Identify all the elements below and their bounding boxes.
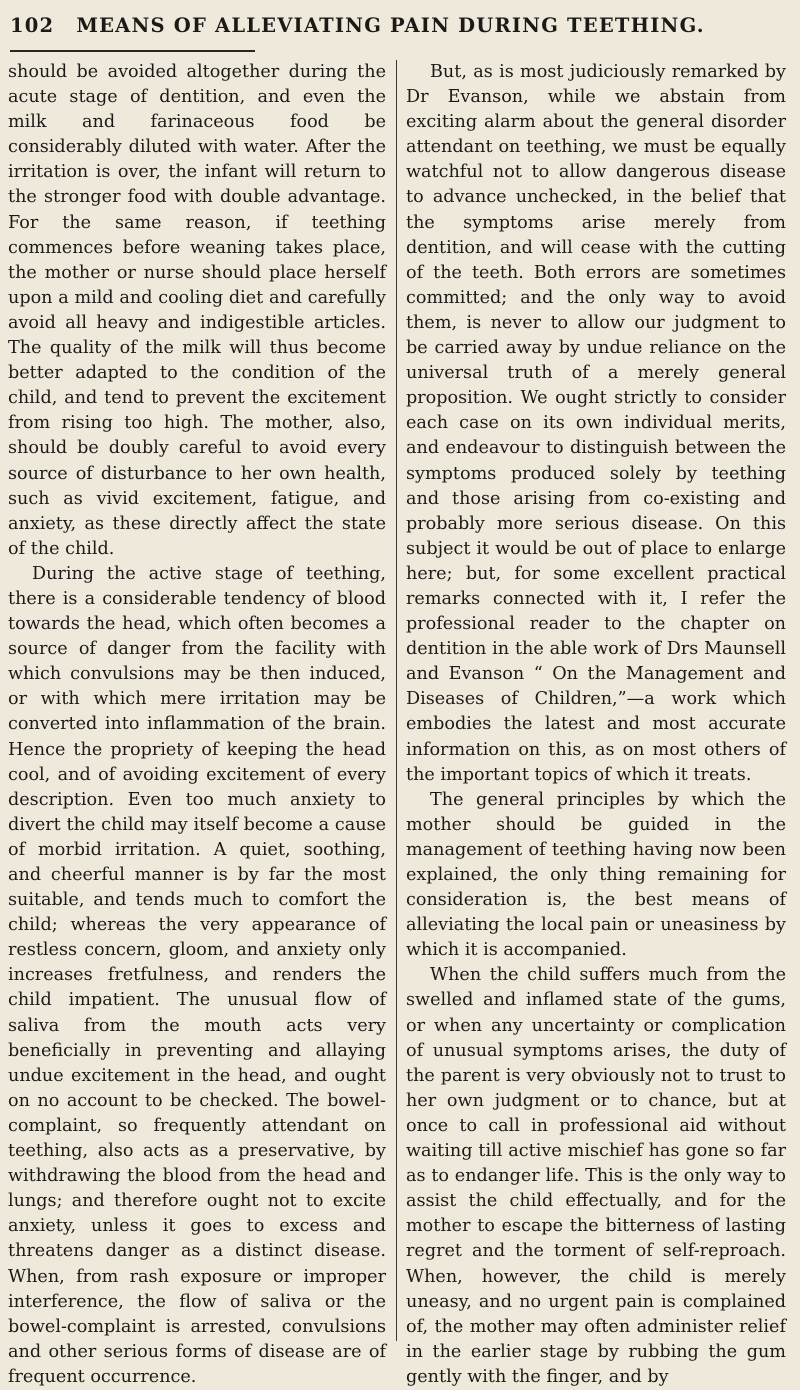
page-number: 102 <box>10 14 55 37</box>
left-column <box>8 60 386 1387</box>
paragraph: But, as is most judiciously remarked by Dr Evanson, while we abstain from exciting alarm about the general disorder attendant on teething, we must be equally watchful not to allow dangerous disease to advance unchecked, in the belief that the symptoms arise merely from dentition, and will cease with the cutting of the teeth. Both errors are sometimes committed; and the only way to avoid them, is never to allow our judgment to be carried away by undue reliance on the universal truth of a merely general proposition. We ought strictly to consider each case on its own individual merits, and endeavour to distinguish between the symptoms produced solely by teething and those arising from co-existing and probably more serious disease. On this subject it would be out of place to enlarge here; but, for some excellent practical remarks connected with it, I refer the professional reader to the chapter on dentition in the able work of Drs Maunsell and Evanson “ On the Management and Diseases of Children,”—a work which embodies the latest and most accurate information on this, as on most others of the important topics of which it treats. <box>406 62 786 785</box>
paragraph: During the active stage of teething, there is a considerable tendency of blood towards the head, which often becomes a source of danger from the facility with which convulsions may be then induced, or with which mere irritation may be converted into inflammation of the brain. Hence the propriety of keeping the head cool, and of avoiding excitement of every description. Even too much anxiety to divert the child may itself become a cause of morbid irritation. A quiet, soothing, and cheerful manner is by far the most suitable, and tends much to comfort the child; whereas the very appearance of restless concern, gloom, and anxiety only increases fretfulness, and renders the child impatient. The unusual flow of saliva from the mouth acts very beneficially in preventing and allaying undue excitement in the head, and ought on no account to be checked. The bowel-complaint, so frequently attendant on teething, also acts as a preservative, by withdrawing the blood from the head and lungs; and therefore ought not to excite anxiety, unless it goes to excess and threatens danger as a distinct disease. When, from rash exposure or improper interference, the flow of saliva or the bowel-complaint is arrested, convulsions and other serious forms of disease are of frequent occurrence. <box>8 563 386 1387</box>
right-column <box>406 60 786 1387</box>
paragraph: should be avoided altogether during the acute stage of dentition, and even the milk and farinaceous food be considerably diluted with water. After the irritation is over, the infant will return to the stronger food with double advantage. For the same reason, if teething commences before weaning takes place, the mother or nurse should place herself upon a mild and cooling diet and carefully avoid all heavy and indigestible articles. The quality of the milk will thus become better adapted to the condition of the child, and tend to prevent the excitement from rising too high. The mother, also, should be doubly careful to avoid every source of disturbance to her own health, such as vivid excitement, fatigue, and anxiety, as these directly affect the state of the child. <box>8 62 386 559</box>
paragraph: When the child suffers much from the swelled and inflamed state of the gums, or when any uncertainty or complication of unusual symptoms arises, the duty of the parent is very obviously not to trust to her own judgment or to chance, but at once to call in professional aid without waiting till active mischief has gone so far as to endanger life. This is the only way to assist the child effectually, and for the mother to escape the bitterness of lasting regret and the torment of self-reproach. When, however, the child is merely uneasy, and no urgent pain is complained of, the mother may often administer relief in the earlier stage by rubbing the gum gently with the finger, and by <box>406 965 786 1387</box>
header-rule <box>10 50 255 52</box>
running-title: MEANS OF ALLEVIATING PAIN DURING TEETHING. <box>76 14 705 37</box>
column-divider <box>396 60 397 1341</box>
paragraph: The general principles by which the mother should be guided in the management of teething having now been explained, the only thing remaining for consideration is, the best means of alleviating the local pain or uneasiness by which it is accompanied. <box>406 789 786 961</box>
running-header <box>10 6 800 46</box>
